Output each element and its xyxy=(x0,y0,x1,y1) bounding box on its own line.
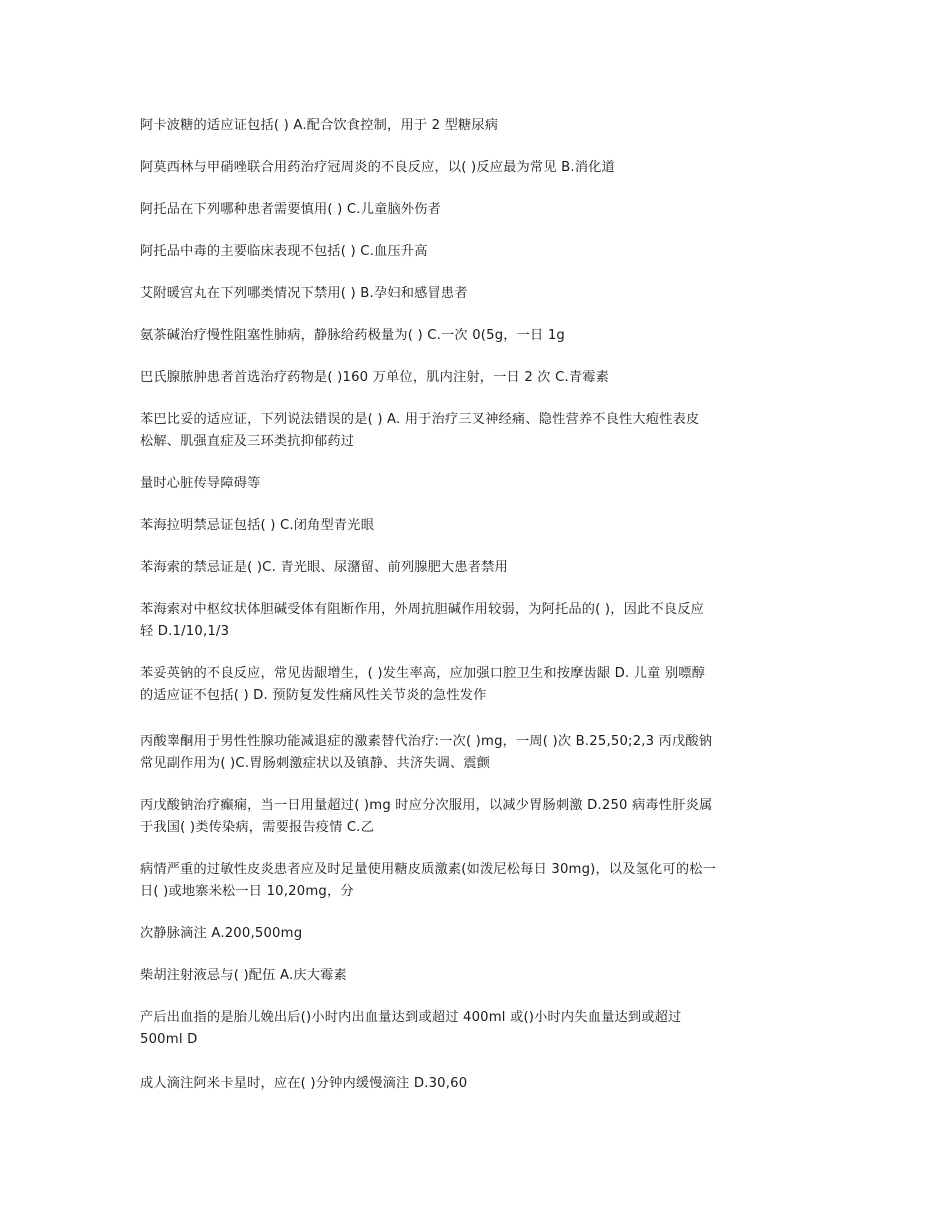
question-postpartum-hemorrhage: 产后出血指的是胎儿娩出后()小时内出血量达到或超过 400ml 或()小时内失血量达到或超过 500ml D xyxy=(140,1010,682,1047)
question-trihexyphenidyl-effect: 苯海索对中枢纹状体胆碱受体有阻断作用，外周抗胆碱作用较弱，为阿托品的( )，因此不良反应 轻 D.1/10,1/3 xyxy=(140,602,704,639)
question-amoxicillin-metronidazole: 阿莫西林与甲硝唑联合用药治疗冠周炎的不良反应，以( )反应最为常见 B.消化道 xyxy=(140,160,615,175)
question-trihexyphenidyl-contraindication: 苯海索的禁忌证是( )C. 青光眼、尿潴留、前列腺肥大患者禁用 xyxy=(140,560,508,575)
question-amikacin: 成人滴注阿米卡星时，应在( )分钟内缓慢滴注 D.30,60 xyxy=(140,1076,468,1091)
question-atropine-caution: 阿托品在下列哪种患者需要慎用( ) C.儿童脑外伤者 xyxy=(140,202,442,217)
question-aminophylline: 氨茶碱治疗慢性阻塞性肺病，静脉给药极量为( ) C.一次 0(5g，一日 1g xyxy=(140,328,566,343)
question-phenobarbital: 苯巴比妥的适应证，下列说法错误的是( ) A. 用于治疗三叉神经痛、隐性营养不良性大疱性表皮 松解、肌强直症及三环类抗抑郁药过 xyxy=(140,412,700,449)
question-acarbose: 阿卡波糖的适应证包括( ) A.配合饮食控制，用于 2 型糖尿病 xyxy=(140,118,499,133)
question-valproate-hepatitis: 丙戊酸钠治疗癫痫，当一日用量超过( )mg 时应分次服用，以减少胃肠刺激 D.250 病毒性肝炎属 于我国( )类传染病，需要报告疫情 C.乙 xyxy=(140,798,713,835)
question-allergic-dermatitis: 病情严重的过敏性皮炎患者应及时足量使用糖皮质激素(如泼尼松每日 30mg)，以及氢化可的松一 日( )或地寨米松一日 10,20mg，分 xyxy=(140,862,716,899)
question-bartholin-abscess: 巴氏腺脓肿患者首选治疗药物是( )160 万单位，肌内注射，一日 2 次 C.青霉素 xyxy=(140,370,610,385)
question-testosterone-valproate: 丙酸睾酮用于男性性腺功能减退症的激素替代治疗:一次( )mg，一周( )次 B.25,50;2,3 丙戊酸钠 常见副作用为( )C.胃肠刺激症状以及镇静、共济失调、震颤 xyxy=(140,734,713,771)
question-aifu-nuangong-pill: 艾附暖宫丸在下列哪类情况下禁用( ) B.孕妇和感冒患者 xyxy=(140,286,468,301)
question-phenobarbital-continued: 量时心脏传导障碍等 xyxy=(140,476,261,491)
question-atropine-poisoning: 阿托品中毒的主要临床表现不包括( ) C.血压升高 xyxy=(140,244,428,259)
question-phenytoin-allopurinol: 苯妥英钠的不良反应，常见齿龈增生，( )发生率高，应加强口腔卫生和按摩齿龈 D. 儿童 别嘌醇 的适应证不包括( ) D. 预防复发性痛风性关节炎的急性发作 xyxy=(140,666,706,703)
question-bupleurum-injection: 柴胡注射液忌与( )配伍 A.庆大霉素 xyxy=(140,968,347,983)
question-diphenhydramine: 苯海拉明禁忌证包括( ) C.闭角型青光眼 xyxy=(140,518,375,533)
question-allergic-dermatitis-continued: 次静脉滴注 A.200,500mg xyxy=(140,926,303,941)
